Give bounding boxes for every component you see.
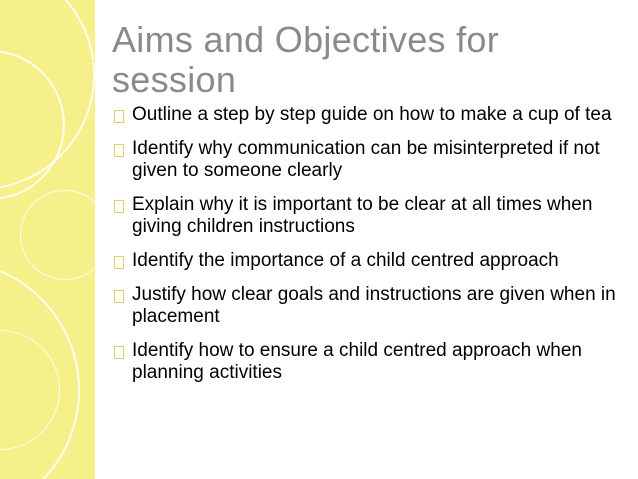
- decorative-left-band: [0, 0, 95, 479]
- bullet-text: Identify how to ensure a child centred approach when planning activities: [132, 340, 582, 383]
- square-bullet-icon: [114, 256, 124, 269]
- slide-title: Aims and Objectives for session: [112, 19, 500, 100]
- bullet-text: Justify how clear goals and instructions are given when in placement: [132, 284, 616, 327]
- bullet-text: Outline a step by step guide on how to make a cup of tea: [132, 104, 612, 125]
- bullet-item: [112, 250, 622, 272]
- bullet-text: Explain why it is important to be clear at all times when giving children instructions: [132, 194, 593, 237]
- bullet-list: [112, 104, 622, 396]
- bullet-text: Identify why communication can be misinterpreted if not given to someone clearly: [132, 138, 600, 181]
- bullet-item: [112, 284, 622, 328]
- bullet-item: [112, 104, 622, 126]
- square-bullet-icon: [114, 200, 124, 213]
- bullet-item: [112, 340, 622, 384]
- decorative-ring: [20, 190, 95, 280]
- bullet-item: [112, 138, 622, 182]
- square-bullet-icon: [114, 110, 124, 123]
- bullet-item: [112, 194, 622, 238]
- square-bullet-icon: [114, 144, 124, 157]
- square-bullet-icon: [114, 290, 124, 303]
- square-bullet-icon: [114, 346, 124, 359]
- bullet-text: Identify the importance of a child centred approach: [132, 250, 559, 271]
